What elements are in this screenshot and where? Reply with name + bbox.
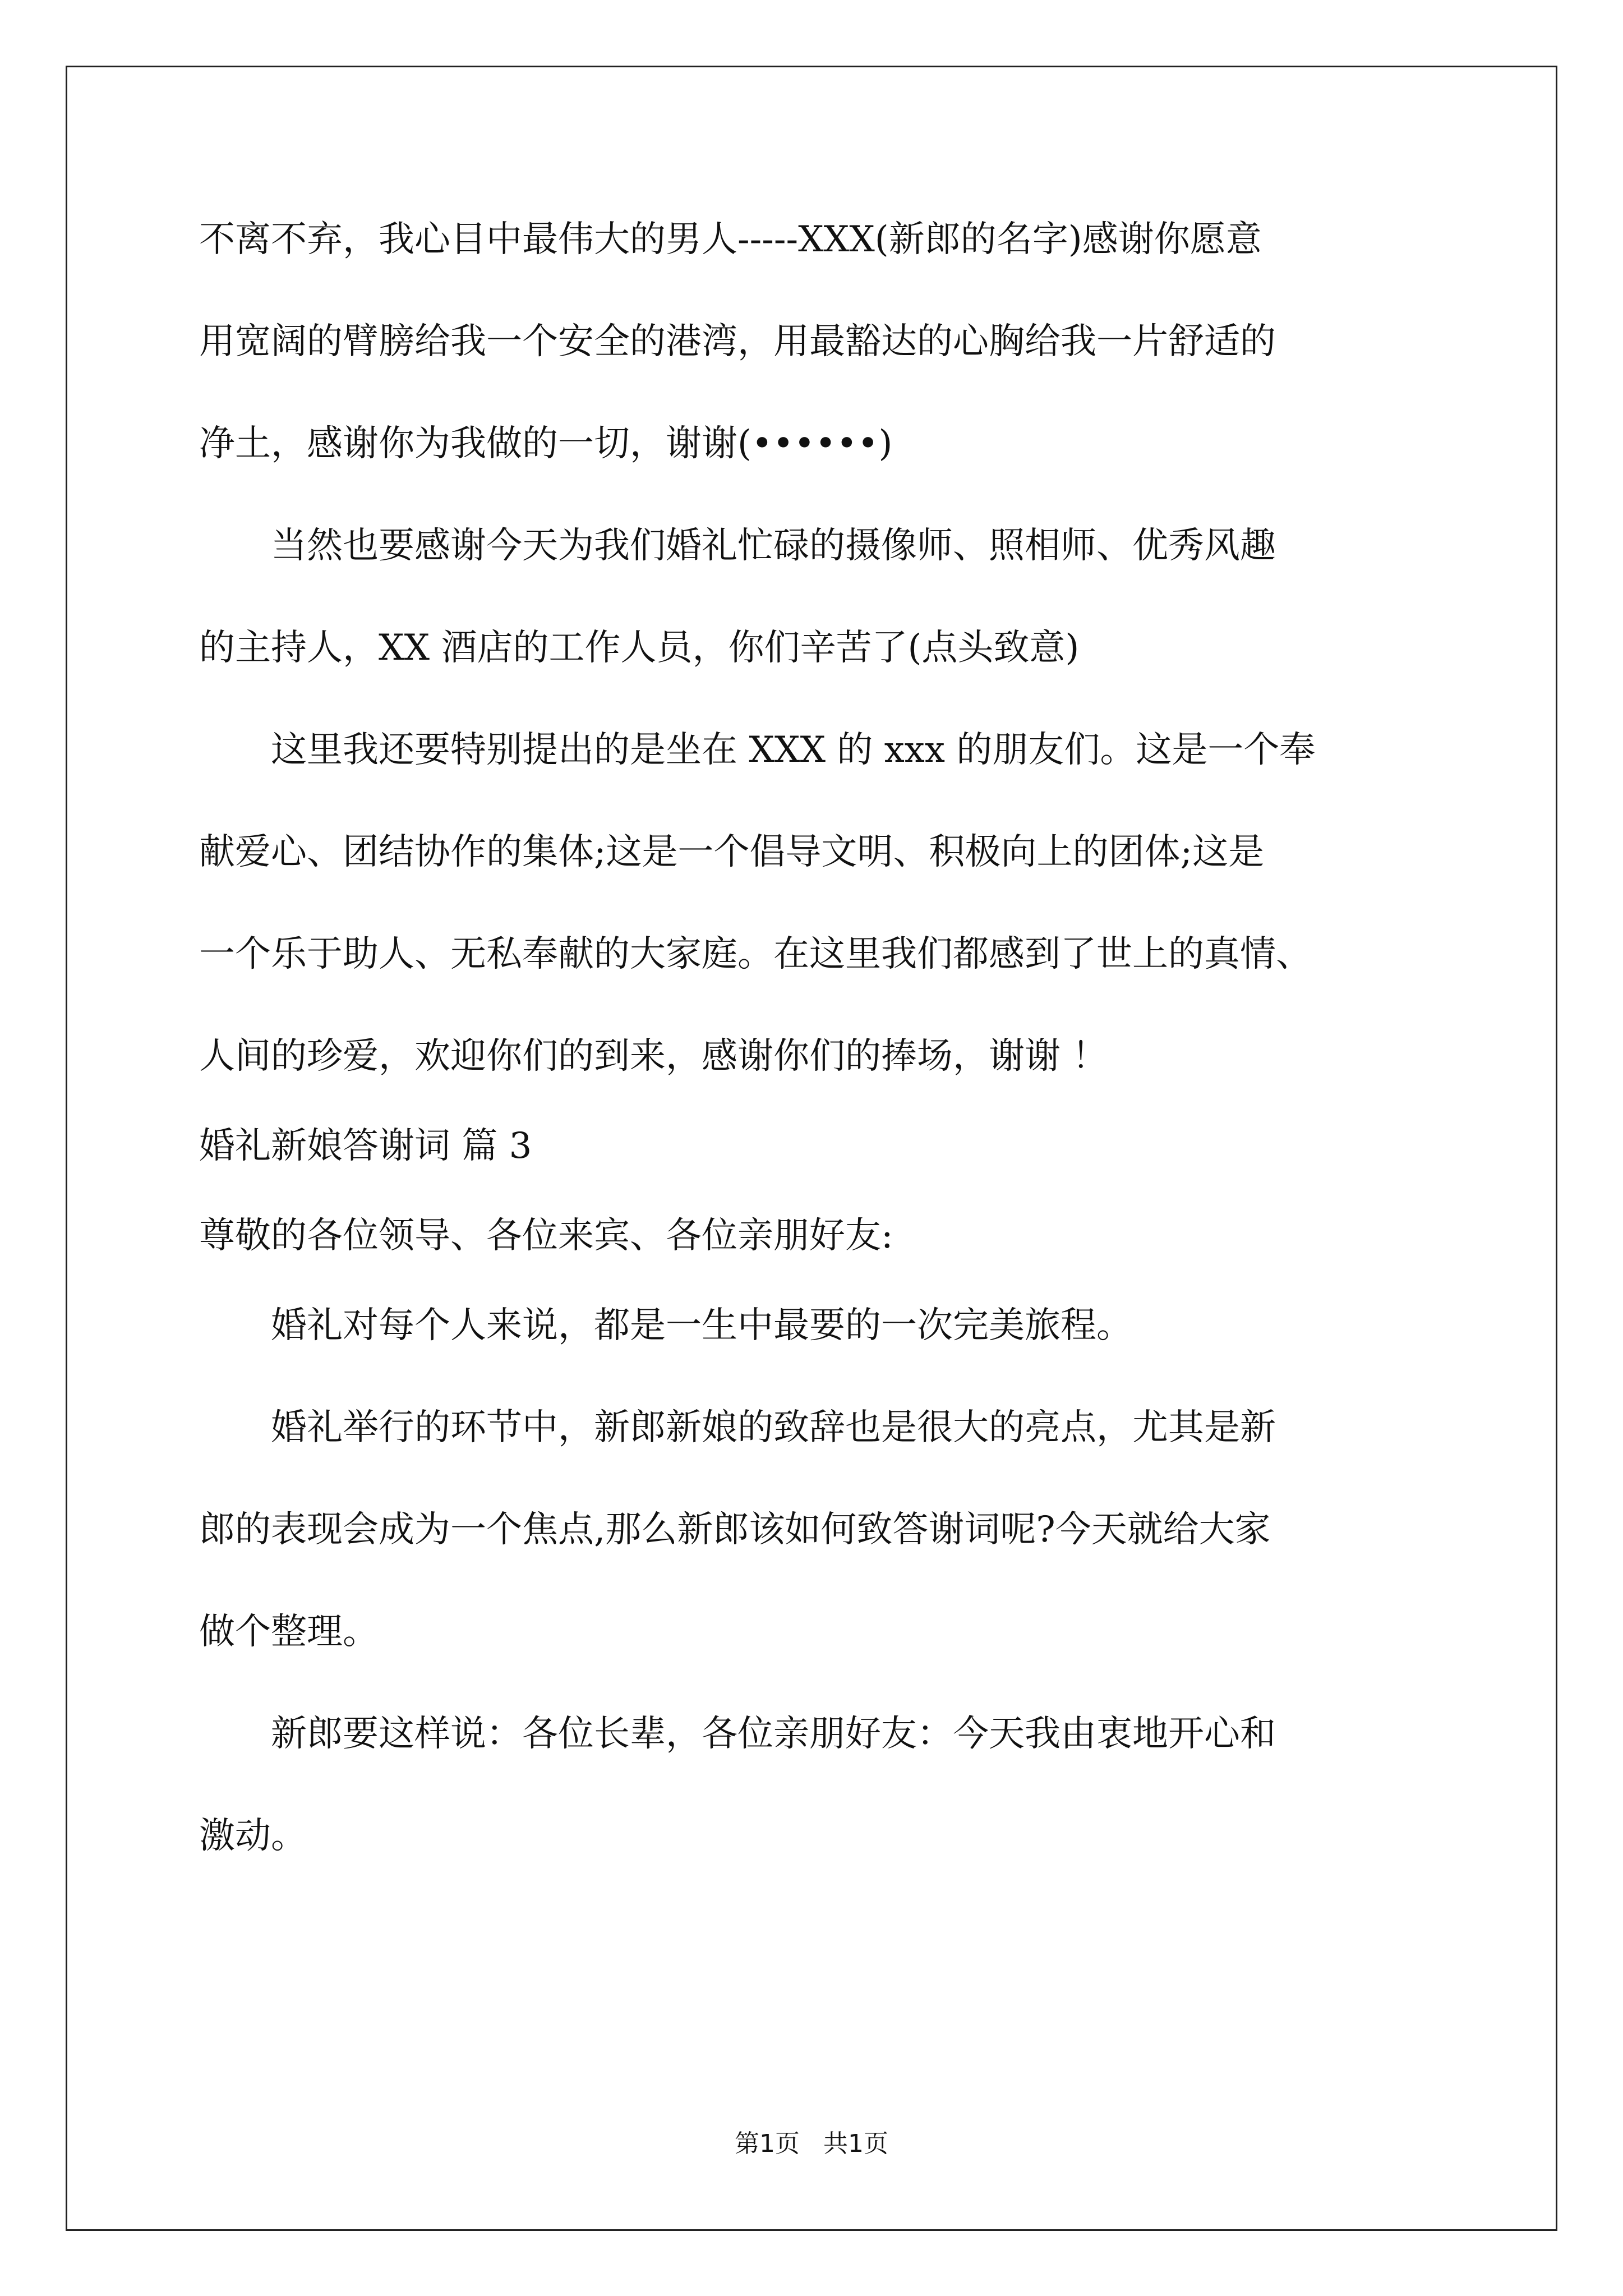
salutation: 尊敬的各位领导、各位来宾、各位亲朋好友: <box>199 1215 893 1257</box>
paragraph-start: 当然也要感谢今天为我们婚礼忙碌的摄像师、照相师、优秀风趣 <box>199 525 1276 567</box>
paragraph-start: 婚礼举行的环节中，新郎新娘的致辞也是很大的亮点，尤其是新 <box>199 1407 1276 1448</box>
paragraph-start: 婚礼对每个人来说，都是一生中最要的一次完美旅程。 <box>199 1305 1132 1346</box>
page-footer: 第1页 共1页 <box>735 2129 888 2158</box>
text-line: 郎的表现会成为一个焦点,那么新郎该如何致答谢词呢?今天就给大家 <box>199 1509 1271 1550</box>
text-line: 用宽阔的臂膀给我一个安全的港湾，用最豁达的心胸给我一片舒适的 <box>199 321 1276 362</box>
text-line: 净土，感谢你为我做的一切，谢谢(••••••) <box>199 423 893 464</box>
text-line: 不离不弃，我心目中最伟大的男人-----XXX(新郎的名字)感谢你愿意 <box>199 219 1262 260</box>
text-line: 激动。 <box>199 1815 307 1857</box>
document-body <box>199 219 1489 1857</box>
paragraph-start: 新郎要这样说：各位长辈，各位亲朋好友：今天我由衷地开心和 <box>199 1713 1276 1755</box>
text-line: 人间的珍爱，欢迎你们的到来，感谢你们的捧场，谢谢 ！ <box>199 1036 1108 1077</box>
section-heading: 婚礼新娘答谢词 篇 3 <box>199 1125 532 1167</box>
text-line: 一个乐于助人、无私奉献的大家庭。在这里我们都感到了世上的真情、 <box>199 933 1312 975</box>
text-line: 做个整理。 <box>199 1611 379 1653</box>
paragraph-start: 这里我还要特别提出的是坐在 XXX 的 xxx 的朋友们。这是一个奉 <box>199 729 1316 771</box>
text-line: 的主持人，XX 酒店的工作人员，你们辛苦了(点头致意) <box>199 627 1080 669</box>
text-line: 献爱心、团结协作的集体;这是一个倡导文明、积极向上的团体;这是 <box>199 831 1265 873</box>
